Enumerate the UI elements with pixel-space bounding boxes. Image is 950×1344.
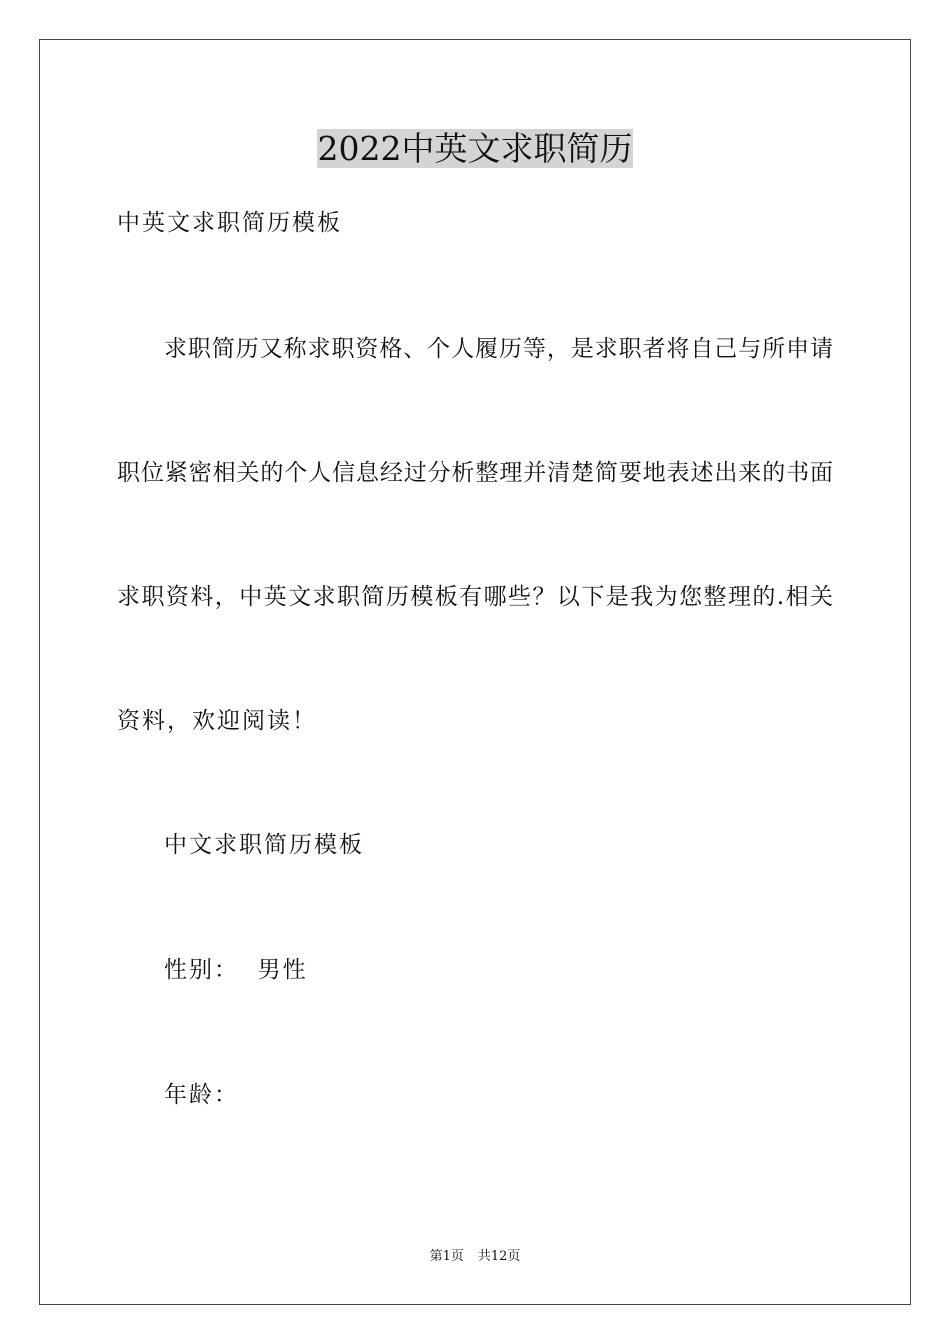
section-heading: 中文求职简历模板 <box>164 832 364 858</box>
page-number: 第1页 <box>429 1249 464 1264</box>
document-title-text: 2022中英文求职简历 <box>317 129 633 168</box>
paragraph-line: 资料，欢迎阅读！ <box>117 708 317 734</box>
subtitle: 中英文求职简历模板 <box>117 210 342 236</box>
page-footer <box>0 1248 950 1266</box>
field-age: 年龄： <box>164 1082 239 1108</box>
paragraph-line: 求职资料，中英文求职简历模板有哪些？以下是我为您整理的.相关 <box>117 584 833 610</box>
document-title <box>0 128 950 170</box>
paragraph-line: 职位紧密相关的个人信息经过分析整理并清楚简要地表述出来的书面 <box>117 460 833 486</box>
field-gender: 性别： 男性 <box>164 957 308 983</box>
paragraph-line: 求职简历又称求职资格、个人履历等，是求职者将自己与所申请 <box>164 336 833 362</box>
page-total: 共12页 <box>477 1249 521 1264</box>
